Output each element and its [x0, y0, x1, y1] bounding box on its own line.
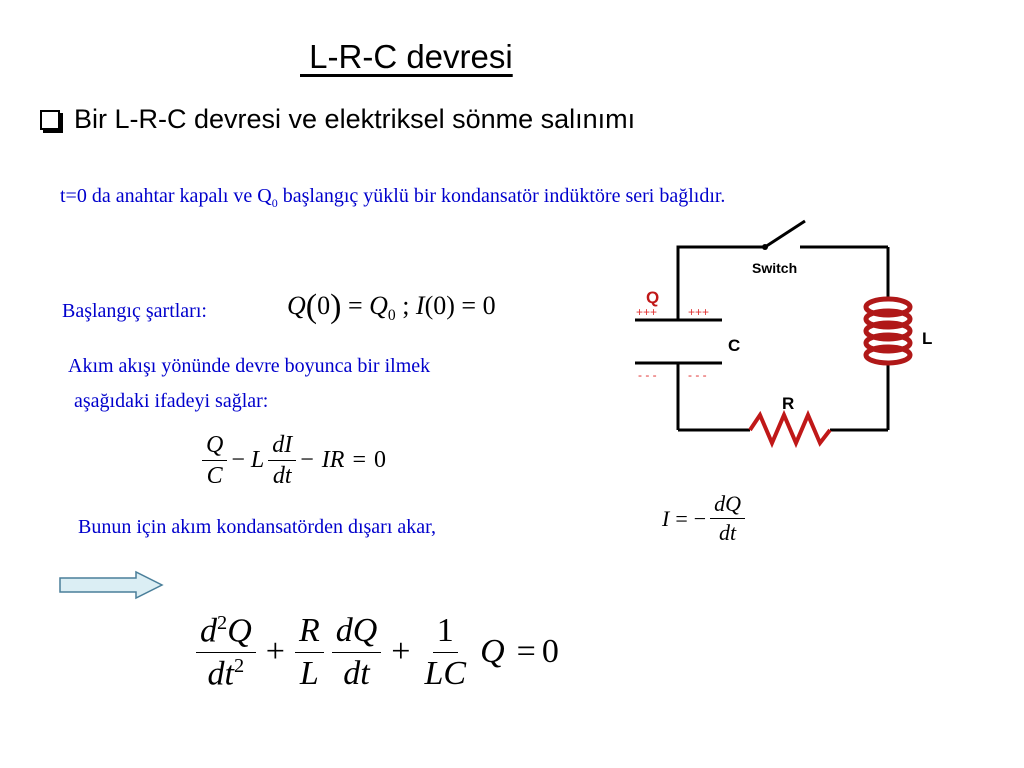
current-text: Bunun için akım kondansatörden dışarı akar,: [78, 516, 436, 538]
capacitor-label: C: [728, 336, 741, 355]
eq-q0-sub: 0: [387, 307, 396, 325]
q-symbol: Q: [480, 633, 505, 671]
frac-den: dt: [719, 520, 737, 546]
eq-rhs: 0: [482, 291, 496, 320]
minus-sign-2: −: [300, 447, 314, 474]
frac-q-over-c: [202, 432, 227, 490]
slide-title: L-R-C devresi: [300, 38, 513, 75]
bullet-text: Bir L-R-C devresi ve elektriksel sönme salınımı: [74, 104, 636, 134]
frac-num: dQ: [332, 612, 382, 652]
loop-equation: [198, 432, 386, 490]
intro-text: [60, 185, 725, 211]
current-symbol: I: [662, 505, 670, 531]
sup-2: 2: [217, 612, 228, 634]
frac-dq-dt: [710, 492, 745, 545]
minus-left: - - -: [638, 368, 657, 382]
intro-subscript: 0: [271, 196, 278, 210]
frac-dq-dt: [332, 612, 382, 692]
eq-i-arg: (0): [424, 291, 455, 320]
inductor-coil: [866, 299, 910, 363]
eq-equals-2: =: [461, 291, 477, 320]
equals-sign: =: [352, 447, 366, 474]
plus-sign: +: [265, 633, 285, 671]
eq-separator: ;: [402, 291, 410, 320]
equals-sign: =: [675, 505, 688, 531]
switch-contact: [762, 244, 768, 250]
eq-q: Q: [287, 291, 306, 320]
plus-sign-2: +: [391, 633, 411, 671]
intro-suffix: başlangıç yüklü bir kondansatör indüktöre seri bağlıdır.: [277, 185, 726, 207]
circuit-wires: [635, 221, 888, 430]
rhs-zero: 0: [541, 633, 559, 671]
frac-den: C: [206, 463, 223, 490]
resistor-zigzag: [750, 415, 830, 443]
frac-d2q-dt2: [196, 612, 256, 692]
eq-zero: 0: [317, 291, 331, 320]
loop-text-1: Akım akışı yönünde devre boyunca bir ilmek: [68, 355, 431, 377]
frac-r-over-l: [295, 612, 324, 692]
d-symbol: d: [200, 612, 217, 650]
frac-num: R: [295, 612, 324, 652]
resistor-label: R: [782, 394, 795, 413]
frac-di-dt: [268, 432, 296, 490]
frac-1-over-lc: [420, 612, 470, 692]
ir-term: IR: [321, 447, 345, 474]
frac-den: [204, 653, 249, 693]
initial-conditions-equation: $Q(0) = Q_0$ ; I(0) = 0: [287, 288, 496, 325]
plus-right: +++: [688, 305, 710, 319]
charge-label: Q: [646, 288, 660, 307]
frac-num: [196, 612, 256, 653]
minus-right: - - -: [688, 368, 707, 382]
minus-sign: −: [231, 447, 245, 474]
frac-den: dt: [343, 654, 370, 692]
switch-blade: [765, 221, 805, 247]
right-arrow-icon: [58, 570, 168, 600]
inductor-label: L: [922, 329, 933, 348]
bullet-line: [40, 104, 635, 135]
frac-den: L: [299, 654, 319, 692]
frac-num: dQ: [710, 492, 745, 519]
eq-q0: Q: [369, 291, 388, 320]
loop-text-2: aşağıdaki ifadeyi sağlar:: [74, 390, 269, 412]
equals-sign: =: [516, 633, 536, 671]
rhs-zero: 0: [374, 447, 386, 474]
eq-equals: =: [347, 291, 363, 320]
dt-symbol: dt: [207, 655, 234, 693]
switch-label: Switch: [752, 260, 798, 276]
eq-i: I: [415, 291, 425, 320]
frac-num: 1: [433, 612, 458, 652]
sup-2: 2: [234, 654, 245, 677]
frac-den: LC: [424, 654, 467, 692]
intro-prefix: t=0 da anahtar kapalı ve Q: [60, 185, 272, 207]
lrc-circuit-diagram: [600, 215, 960, 450]
frac-den: dt: [272, 463, 292, 490]
current-equation: [662, 492, 749, 545]
final-equation: [192, 612, 559, 692]
frac-num: Q: [202, 432, 227, 461]
q-symbol: Q: [227, 612, 252, 650]
inductance-symbol: L: [250, 447, 265, 474]
checkbox-bullet-icon: [40, 110, 60, 130]
minus-sign: −: [693, 505, 707, 531]
frac-num: dI: [268, 432, 296, 461]
plus-left: +++: [636, 305, 658, 319]
initial-conditions-label: Başlangıç şartları:: [62, 300, 207, 322]
